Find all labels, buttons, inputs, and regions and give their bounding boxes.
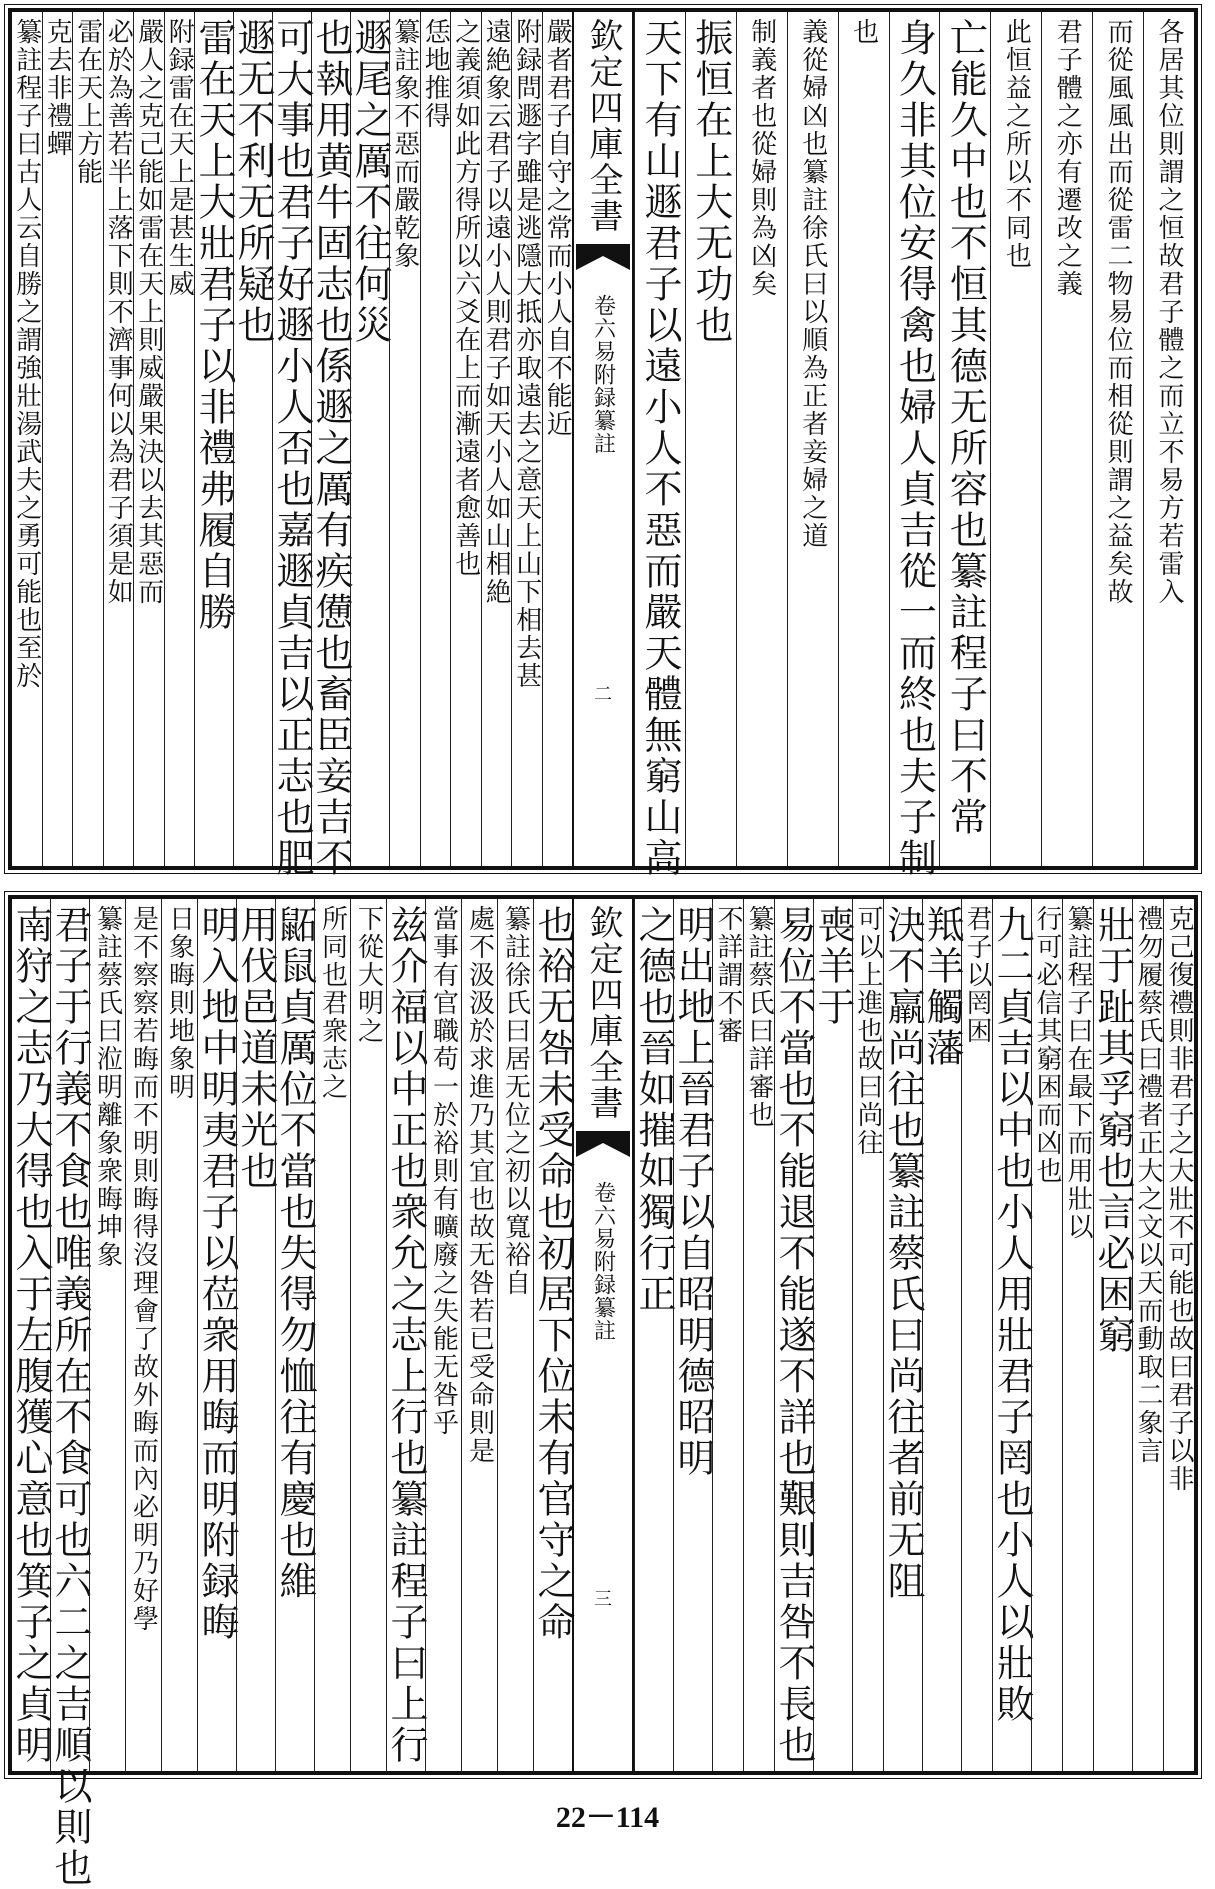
column-text: 而從風風出而從雷二物易位而相從則謂之益矣故 (1103, 18, 1134, 606)
column-text: 恁地推得 (420, 18, 451, 130)
column-text: 附録問遯字雖是逃隱大抵亦取遠去之意天上山下相去甚 (511, 18, 542, 690)
column-text: 也裕无咎未受命也初居下位未有官守之命 (531, 905, 575, 1643)
text-column (990, 899, 1034, 1771)
column-text: 決不羸尚往也纂註蔡氏曰尚往者前无阻 (881, 905, 925, 1602)
center-spine (572, 899, 634, 1771)
column-text: 雷在天上大壯君子以非禮弗履自勝 (192, 18, 236, 633)
text-column (9, 899, 53, 1771)
text-column (939, 12, 990, 866)
spine-leaf-number: 三 (594, 1589, 612, 1610)
column-text: 之義須如此方得所以六爻在上而漸遠者愈善也 (450, 18, 481, 578)
text-column (772, 899, 816, 1771)
text-column (1062, 899, 1093, 1771)
text-column (161, 899, 197, 1771)
column-text: 此恒益之所以不同也 (1001, 18, 1032, 270)
text-column (1132, 899, 1163, 1771)
text-column (231, 12, 275, 866)
column-text: 纂註程子曰在最下而用壯以 (1063, 905, 1093, 1241)
text-column (712, 899, 743, 1771)
spine-book-info (591, 294, 614, 455)
text-column (632, 899, 676, 1771)
text-column (450, 12, 481, 866)
column-text: 所同也君衆志之 (317, 905, 348, 1101)
text-column (192, 12, 236, 866)
text-column (309, 12, 353, 879)
text-column (481, 12, 512, 866)
text-column (511, 12, 542, 866)
column-text: 日象晦則地象明 (164, 905, 195, 1101)
column-text: 下從大明之 (353, 905, 384, 1045)
text-column (89, 899, 125, 1771)
text-column (671, 899, 715, 1771)
column-text: 可以上進也故曰尚往 (853, 905, 883, 1157)
column-text: 可大事也君子好遯小人否也嘉遯貞吉以正志也肥 (270, 18, 314, 879)
text-column (350, 899, 386, 1771)
text-column (542, 12, 573, 866)
text-column (743, 899, 774, 1771)
text-column (787, 12, 838, 866)
text-column (164, 12, 195, 866)
column-text: 是不察察若晦而不明則晦得沒理會了故外晦而內必明乃好學 (128, 905, 159, 1633)
column-text: 行可必信其窮困而凶也 (1032, 905, 1062, 1185)
text-column (273, 899, 317, 1771)
column-text: 纂註象不惡而嚴乾象 (389, 18, 420, 270)
column-text: 義從婦凶也纂註徐氏曰以順為正者妾婦之道 (797, 18, 828, 550)
column-text: 亡能久中也不恒其德无所容也纂註程子曰不常 (943, 18, 988, 838)
text-column (133, 12, 164, 866)
top-page-right-half (634, 12, 1194, 879)
text-column (990, 12, 1041, 866)
center-spine (572, 12, 634, 866)
column-text: 各居其位則謂之恒故君子體之而立不易方若雷入 (1154, 18, 1185, 606)
text-column (1031, 899, 1062, 1771)
column-text: 當事有官職苟一於裕則有曠廢之失能无咎乎 (428, 905, 459, 1437)
column-text: 君子體之亦有遷改之義 (1052, 18, 1083, 298)
column-text: 易位不當也不能退不能遂不詳也艱則吉咎不長也 (772, 905, 816, 1766)
column-text: 嚴者君子自守之常而小人自不能近 (542, 18, 573, 438)
text-column (1163, 899, 1194, 1771)
page-number: 22－114 (555, 1801, 660, 1834)
text-column (811, 899, 855, 1771)
text-column (461, 899, 497, 1771)
text-column (1041, 12, 1092, 866)
text-column (389, 12, 420, 866)
column-text: 身久非其位安得禽也婦人貞吉從一而終也夫子制 (892, 18, 937, 879)
column-text: 處不汲汲於求進乃其宜也故无咎若已受命則是 (464, 905, 495, 1465)
column-text: 之德也晉如摧如獨行正 (632, 905, 676, 1315)
column-text: 羝羊觸藩 (920, 905, 964, 1069)
column-text: 君子以罔困 (962, 905, 992, 1045)
text-column (634, 12, 685, 879)
text-column (234, 899, 278, 1771)
column-text: 明出地上晉君子以自昭明德昭明 (671, 905, 715, 1479)
text-column (103, 12, 134, 866)
text-column (920, 899, 964, 1771)
column-text: 遯尾之厲不往何災 (348, 18, 392, 346)
spine-volume: 卷六 (590, 294, 616, 340)
text-column (314, 899, 350, 1771)
column-text: 兹介福以中正也衆允之志上行也纂註程子曰上行 (384, 905, 428, 1766)
column-text: 纂註程子曰古人云自勝之謂強壯湯武夫之勇可能也至於 (11, 18, 42, 690)
column-text: 纂註徐氏曰居无位之初以寬裕自 (500, 905, 531, 1297)
text-column (1091, 899, 1135, 1771)
column-text: 振恒在上大无功也 (688, 18, 733, 346)
spine-leaf-number: 二 (594, 684, 612, 705)
text-column (736, 12, 787, 866)
column-text: 明入地中明夷君子以莅衆用晦而明附録晦 (195, 905, 239, 1643)
top-page-left-half (11, 12, 573, 879)
text-column (348, 12, 392, 866)
column-text: 用伐邑道未光也 (234, 905, 278, 1192)
spine-title: 欽定四庫全書 (583, 18, 623, 234)
spine-volume: 卷六 (590, 1181, 616, 1227)
bottom-page-right-half (634, 899, 1194, 1771)
top-page (8, 8, 1198, 879)
text-column (497, 899, 533, 1771)
column-text: 喪羊于 (811, 905, 855, 1028)
text-column (685, 12, 736, 866)
column-text: 纂註蔡氏曰涖明離象衆晦坤象 (92, 905, 123, 1269)
spine-book-info (591, 1181, 614, 1342)
text-column (42, 12, 73, 866)
text-column (420, 12, 451, 866)
text-column (838, 12, 889, 866)
column-text: 鼫鼠貞厲位不當也失得勿恤往有慶也維 (273, 905, 317, 1602)
column-text: 壯于趾其孚窮也言必困窮 (1091, 905, 1135, 1356)
text-column (12, 12, 42, 866)
fishtail-mark-icon (574, 1127, 632, 1161)
column-text: 必於為善若半上落下則不濟事何以為君子須是如 (103, 18, 134, 606)
spine-book-title: 易附録纂註 (590, 340, 616, 455)
text-column (72, 12, 103, 866)
text-column (425, 899, 461, 1771)
text-column (125, 899, 161, 1771)
text-column (881, 899, 925, 1771)
column-text: 君子于行義不食也唯義所在不食可也六二之吉順以則也 (48, 905, 92, 1889)
column-text: 禮勿履蔡氏曰禮者正大之文以天而動取二象言 (1133, 905, 1163, 1465)
text-column (852, 899, 883, 1771)
text-column (384, 899, 428, 1771)
text-column (48, 899, 92, 1889)
text-column (270, 12, 314, 879)
text-column (195, 899, 239, 1771)
column-text: 九二貞吉以中也小人用壯君子罔也小人以壯敗 (990, 905, 1034, 1725)
column-text: 附録雷在天上是甚生威 (164, 18, 195, 298)
text-column (531, 899, 575, 1771)
column-text: 天下有山遯君子以遠小人不惡而嚴天體無窮山高 (637, 18, 682, 879)
column-text: 遠絶象云君子以遠小人則君子如天小人如山相絶 (481, 18, 512, 606)
column-text: 制義者也從婦則為凶矣 (746, 18, 777, 298)
spine-title: 欽定四庫全書 (583, 905, 623, 1121)
column-text: 克去非禮蟬 (42, 18, 73, 158)
text-column (1092, 12, 1143, 866)
text-column (1143, 12, 1194, 866)
column-text: 雷在天上方能 (72, 18, 103, 186)
column-text: 纂註蔡氏曰詳審也 (744, 905, 774, 1129)
fishtail-mark-icon (574, 240, 632, 274)
column-text: 也 (848, 18, 879, 46)
column-text: 嚴人之克己能如雷在天上則威嚴果決以去其惡而 (133, 18, 164, 606)
spine-book-title: 易附録纂註 (590, 1227, 616, 1342)
column-text: 遯无不利无所疑也 (231, 18, 275, 346)
text-column (961, 899, 992, 1771)
text-column (889, 12, 940, 879)
column-text: 南狩之志乃大得也入于左腹獲心意也箕子之貞明 (9, 905, 53, 1766)
bottom-page-left-half (9, 899, 575, 1889)
column-text: 克己復禮則非君子之大壯不可能也故曰君子以非 (1164, 905, 1194, 1493)
column-text: 不詳謂不審 (713, 905, 743, 1045)
column-text: 也執用黄牛固志也係遯之厲有疾憊也畜臣妾吉不 (309, 18, 353, 879)
